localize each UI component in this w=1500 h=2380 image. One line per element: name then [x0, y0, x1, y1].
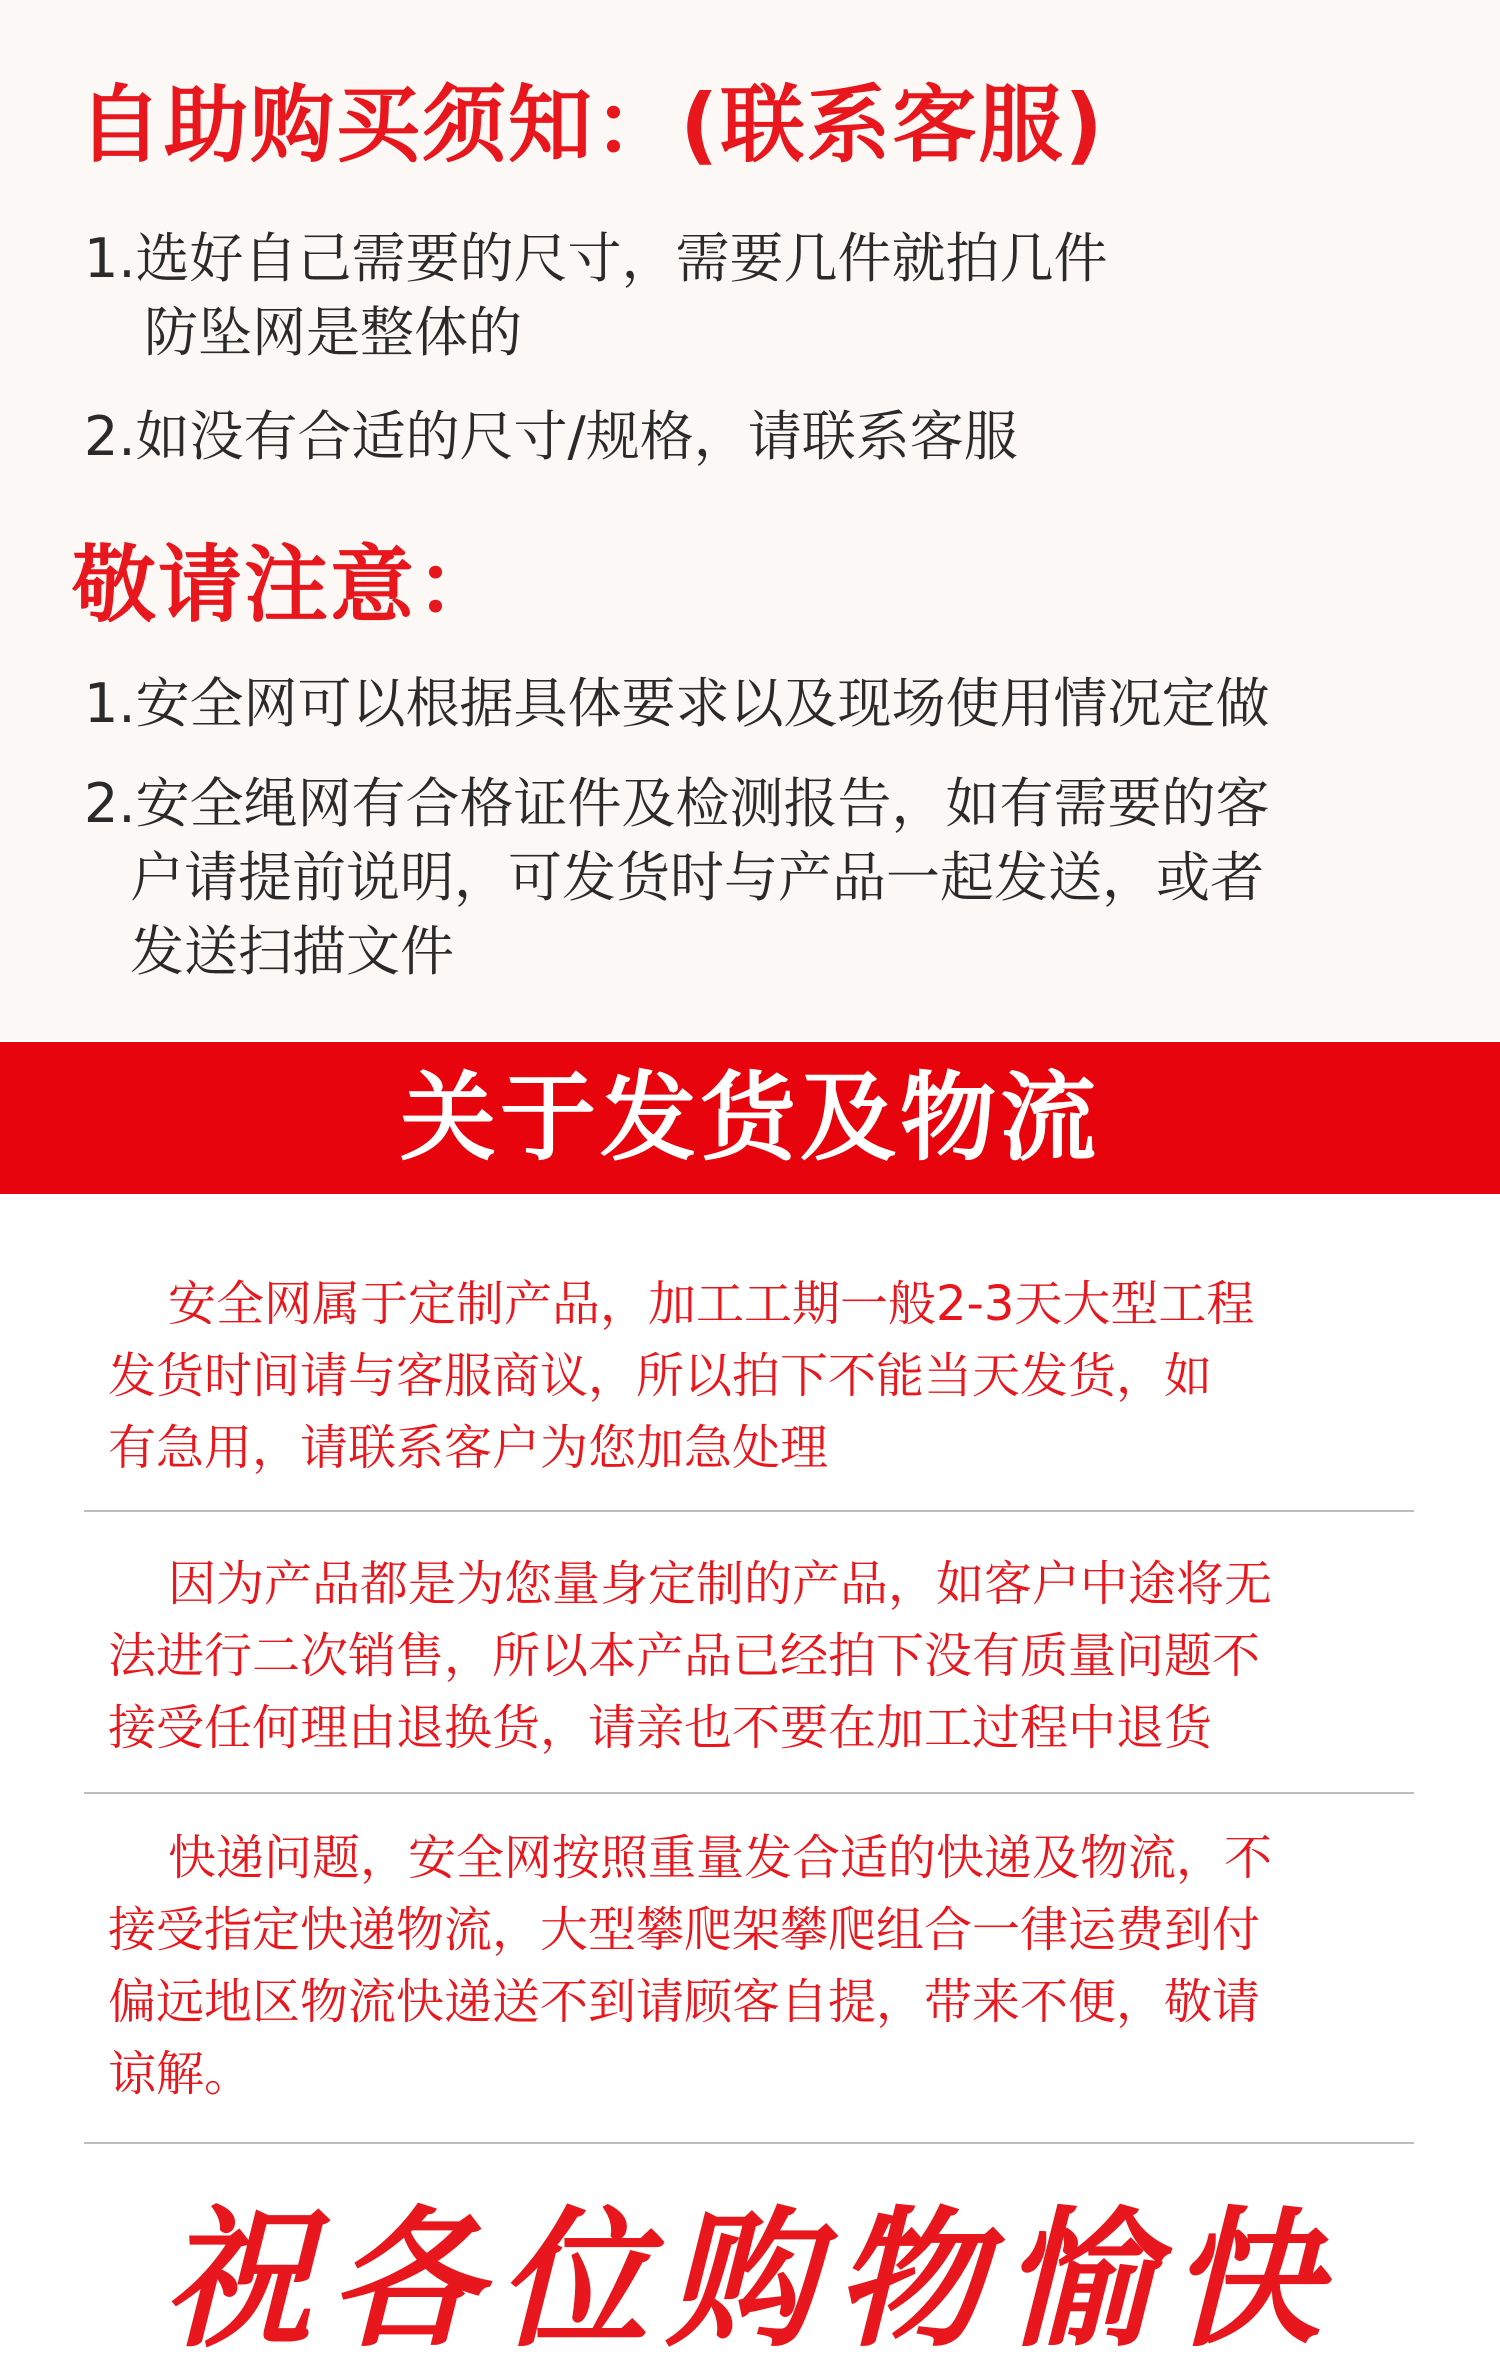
notice-item-2: [84, 767, 1270, 989]
paragraph-line: 快递问题，安全网按照重量发合适的快递及物流，不: [168, 1830, 1273, 1886]
paragraph-line: 发货时间请与客服商议，所以拍下不能当天发货，如: [108, 1348, 1213, 1404]
purchase-guide-item-2: [84, 400, 1018, 474]
shipping-paragraph-2: [108, 1548, 1408, 1764]
item-number: 1.: [84, 672, 136, 735]
paragraph-line: 因为产品都是为您量身定制的产品，如客户中途将无: [168, 1556, 1273, 1612]
item-text-line: 安全绳网有合格证件及检测报告，如有需要的客: [135, 772, 1270, 835]
item-text-line: 如没有合适的尺寸/规格，请联系客服: [135, 405, 1018, 468]
shipping-paragraph-3: [108, 1822, 1408, 2110]
closing-greeting: 祝各位购物愉快: [161, 2192, 1338, 2368]
paragraph-line: 接受任何理由退换货，请亲也不要在加工过程中退货: [108, 1700, 1213, 1756]
paragraph-line: 偏远地区物流快递送不到请顾客自提，带来不便，敬请: [108, 1974, 1261, 2030]
item-text-line: 防坠网是整体的: [144, 301, 522, 364]
item-text-line: 安全网可以根据具体要求以及现场使用情况定做: [135, 672, 1270, 735]
paragraph-line: 有急用，请联系客户为您加急处理: [108, 1420, 829, 1476]
purchase-guide-heading: 自助购买须知：(联系客服): [78, 76, 1105, 174]
item-text-line: 选好自己需要的尺寸，需要几件就拍几件: [135, 227, 1108, 290]
shipping-banner: [0, 1042, 1500, 1194]
divider: [84, 1510, 1414, 1512]
notice-heading: 敬请注意：: [72, 536, 503, 634]
item-number: 2.: [84, 405, 136, 468]
item-text-line: 户请提前说明，可发货时与产品一起发送，或者: [130, 846, 1264, 909]
item-number: 1.: [84, 227, 136, 290]
divider: [84, 1792, 1414, 1794]
shipping-paragraph-1: [108, 1268, 1408, 1484]
paragraph-line: 接受指定快递物流，大型攀爬架攀爬组合一律运费到付: [108, 1902, 1261, 1958]
item-text-line: 发送扫描文件: [130, 920, 454, 983]
divider: [84, 2142, 1414, 2144]
item-number: 2.: [84, 772, 136, 835]
notice-item-1: [84, 667, 1270, 741]
purchase-guide-item-1: [84, 222, 1108, 370]
paragraph-line: 安全网属于定制产品，加工工期一般2-3天大型工程: [168, 1276, 1255, 1332]
paragraph-line: 谅解。: [108, 2046, 253, 2102]
shipping-banner-title: 关于发货及物流: [400, 1062, 1100, 1174]
paragraph-line: 法进行二次销售，所以本产品已经拍下没有质量问题不: [108, 1628, 1261, 1684]
